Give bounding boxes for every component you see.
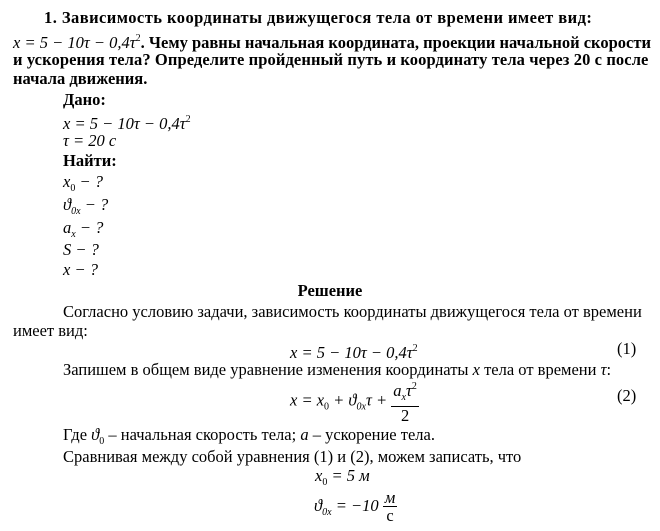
equation-2: $x = x_0 + ϑ_{0x}\tau$ + $\frac{a_x\tau^2}{2}$ <box>290 378 419 425</box>
result-x0: $x_0 = 5$ м <box>315 466 370 488</box>
given-time: τ = 20 с <box>63 131 117 150</box>
result-v0x-unit: $\frac{м}{с}$ <box>384 488 396 526</box>
solution-p3: Где $ϑ_0$ – начальная скорость тела; a – ускорение тела. <box>63 425 435 447</box>
given-label: Дано: <box>63 90 106 109</box>
equation-2-number: (2) <box>617 386 637 405</box>
solution-p4: Сравнивая между собой уравнения (1) и (2), можем записать, что <box>63 447 522 466</box>
find-x: x − ? <box>63 260 98 279</box>
problem-line-2: $x = 5 - 10\tau - 0,4\tau^2$. Чему равны начальная координата, проекции начальной скорости <box>13 33 651 52</box>
equation-1-number: (1) <box>617 339 637 358</box>
solution-p1-line1: Согласно условию задачи, зависимость координаты движущегося тела от времени <box>63 302 642 321</box>
find-s: S − ? <box>63 240 99 259</box>
problem-line-3: и ускорения тела? Определите пройденный путь и координату тела через 20 с после <box>13 50 649 69</box>
find-x0: $x_0$ − ? <box>63 172 103 194</box>
find-ax: $a_x$ − ? <box>63 218 104 240</box>
solution-heading: Решение <box>297 281 363 300</box>
problem-line-4: начала движения. <box>13 69 148 88</box>
solution-p1-line2: имеет вид: <box>13 321 88 340</box>
problem-intro: 1. Зависимость координаты движущегося тела от времени имеет вид: <box>44 8 593 27</box>
find-label: Найти: <box>63 151 117 170</box>
problem-equation: $x = 5 - 10\tau - 0,4\tau^2$ <box>13 33 141 52</box>
solution-p2: Запишем в общем виде уравнение изменения координаты x тела от времени τ: <box>63 360 612 379</box>
find-v0x: $ϑ_{0x}$ − ? <box>63 195 109 217</box>
equation-2-fraction: $\frac{a_x\tau^2}{2}$ <box>391 378 419 425</box>
result-v0x: $ϑ_{0x} = -10$ $\frac{м}{с}$ <box>314 488 396 526</box>
given-equation: $x = 5 - 10\tau - 0,4\tau^2$ <box>63 114 191 133</box>
equation-1: $x = 5 - 10\tau - 0,4\tau^2$ <box>290 343 418 362</box>
